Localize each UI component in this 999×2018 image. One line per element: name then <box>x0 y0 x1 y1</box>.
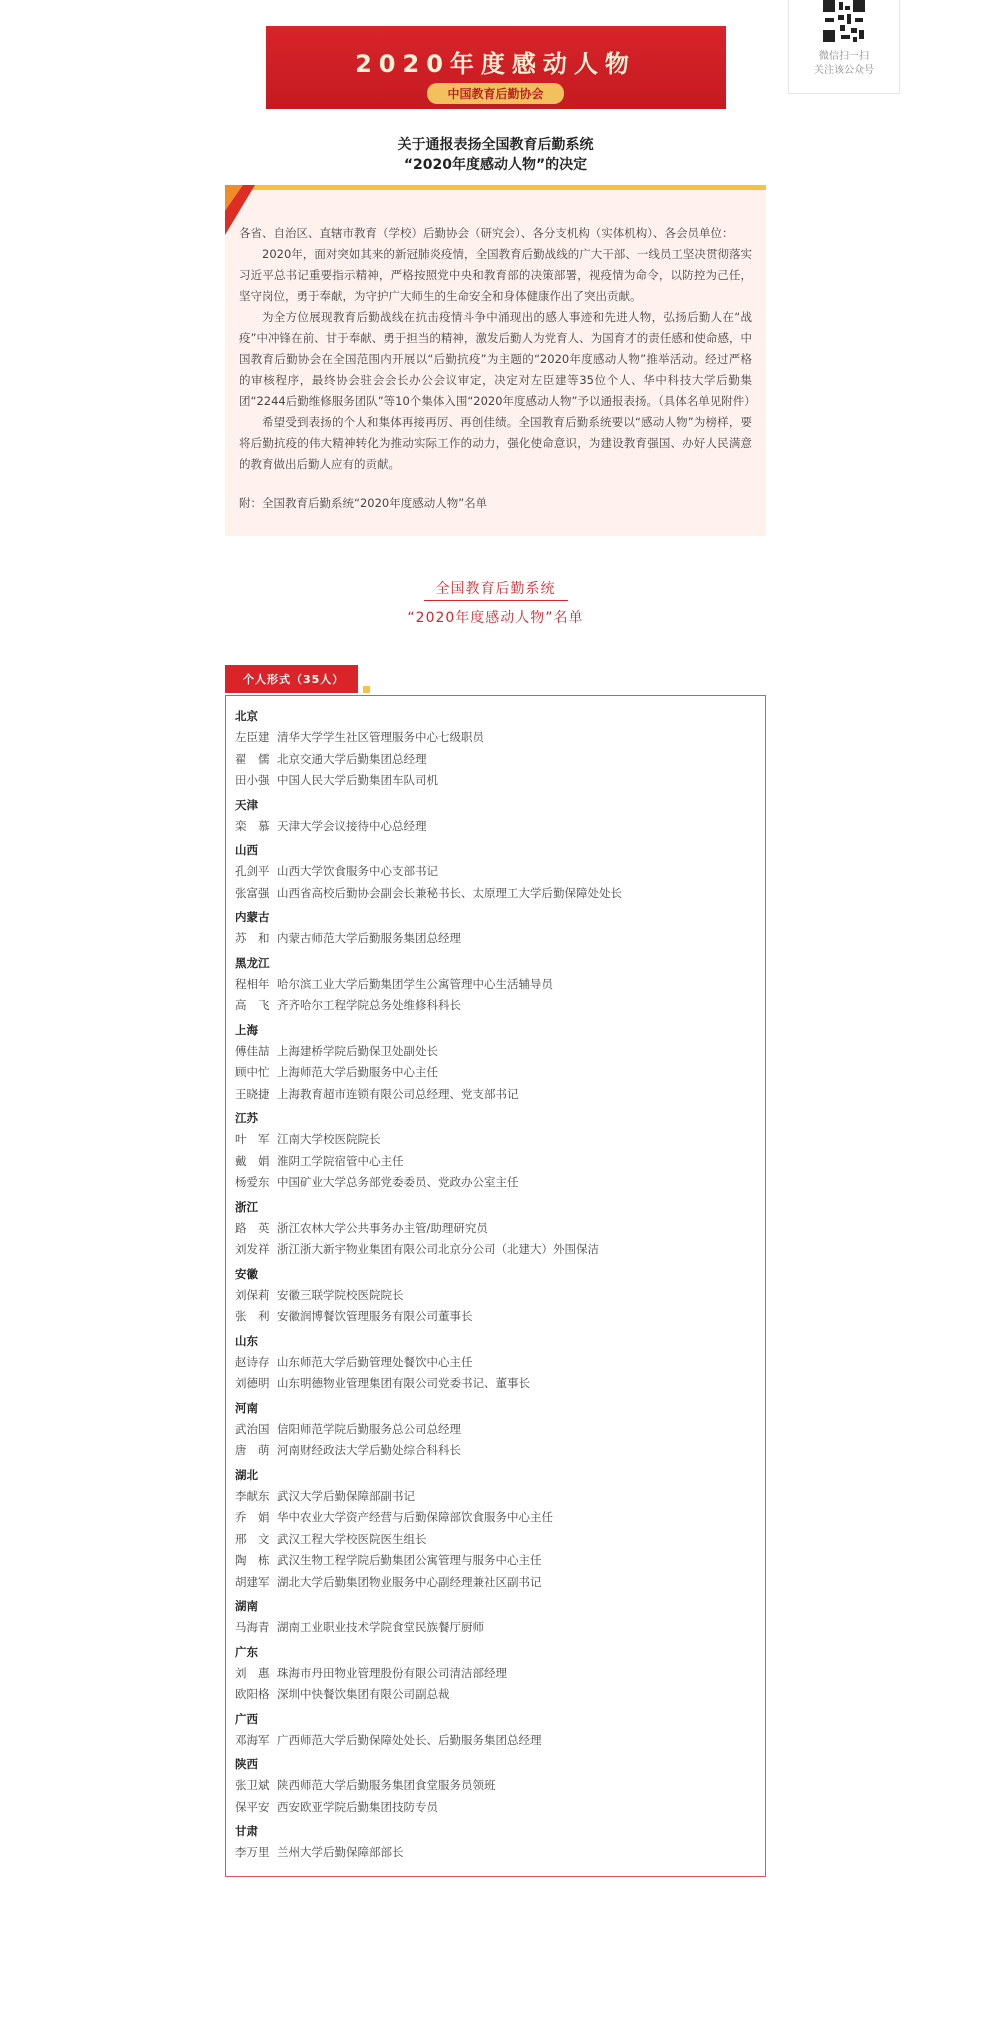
list-header <box>225 578 766 627</box>
list-item <box>235 1129 755 1151</box>
person-name: 刘德明 <box>235 1376 270 1390</box>
list-item <box>235 1151 755 1173</box>
person-title: 清华大学学生社区管理服务中心七级职员 <box>277 730 484 744</box>
list-item <box>235 770 755 792</box>
person-name: 杨爱东 <box>235 1175 270 1189</box>
person-title: 信阳师范学院后勤服务总公司总经理 <box>277 1421 461 1436</box>
person-title: 山东明德物业管理集团有限公司党委书记、董事长 <box>277 1376 530 1390</box>
list-item <box>235 1172 755 1194</box>
list-item <box>235 974 755 996</box>
person-name: 叶 军 <box>235 1132 270 1146</box>
document-title-line2: “2020年度感动人物”的决定 <box>403 157 588 173</box>
list-item <box>235 995 755 1017</box>
person-title: 江南大学校医院院长 <box>277 1132 381 1146</box>
notice-paragraph-2: 为全方位展现教育后勤战线在抗击疫情斗争中涌现出的感人事迹和先进人物，弘扬后勤人在“战疫”中冲锋在前、甘于奉献、勇于担当的精神，激发后勤人为党育人、为国育才的责任感和使命感，中国教育后勤协会在全国范围内开展以“后勤抗疫”为主题的“2020年度感动人物”推举活动。经过严格的审核程序，最终协会驻会会长办公会议审定，决定对左臣建等35位个人、华中科技大学后勤集团“2244后勤维修服务团队”等10个集体入围“2020年度感动人物”予以通报表扬。（具体名单见附件） <box>239 310 756 408</box>
person-title: 湖南工业职业技术学院食堂民族餐厅厨师 <box>277 1620 484 1634</box>
person-name: 唐 萌 <box>235 1443 270 1457</box>
person-title: 齐齐哈尔工程学院总务处维修科科长 <box>277 998 461 1012</box>
person-name: 路 英 <box>235 1220 270 1235</box>
person-name: 孔剑平 <box>235 864 270 878</box>
person-title: 天津大学会议接待中心总经理 <box>277 818 427 833</box>
person-name: 李献东 <box>235 1488 270 1503</box>
person-name: 胡建军 <box>235 1574 270 1589</box>
banner-title: 2020年度感动人物 <box>355 50 636 78</box>
notice-top-bar <box>225 185 766 190</box>
person-title: 哈尔滨工业大学后勤集团学生公寓管理中心生活辅导员 <box>277 976 553 991</box>
person-name: 左臣建 <box>235 730 270 744</box>
region-heading: 甘肃 <box>235 1824 258 1838</box>
qr-code-image <box>823 0 865 42</box>
person-name: 刘发祥 <box>235 1242 270 1256</box>
person-name: 刘 惠 <box>235 1665 270 1680</box>
person-title: 中国矿业大学总务部党委委员、党政办公室主任 <box>277 1175 519 1189</box>
region-heading: 天津 <box>235 797 258 812</box>
person-title: 上海建桥学院后勤保卫处副处长 <box>277 1043 438 1058</box>
document-title-line1: 关于通报表扬全国教育后勤系统 <box>397 137 594 153</box>
person-name: 保平安 <box>235 1799 270 1814</box>
person-name: 顾中忙 <box>235 1065 270 1079</box>
person-name: 戴 娟 <box>235 1153 270 1168</box>
document-title <box>225 135 766 175</box>
person-title: 浙江浙大新宇物业集团有限公司北京分公司（北建大）外围保洁 <box>277 1242 599 1256</box>
region-heading: 江苏 <box>235 1111 258 1125</box>
person-title: 山西省高校后勤协会副会长兼秘书长、太原理工大学后勤保障处处长 <box>277 885 622 900</box>
person-title: 内蒙古师范大学后勤服务集团总经理 <box>277 931 461 945</box>
names-list <box>225 695 766 1877</box>
section-label-dot <box>363 686 370 693</box>
person-name: 高 飞 <box>235 998 270 1012</box>
qr-caption-line1: 微信扫一扫 <box>819 51 869 62</box>
person-title: 华中农业大学资产经营与后勤保障部饮食服务中心主任 <box>277 1510 553 1524</box>
list-item <box>235 1797 755 1819</box>
person-title: 深圳中快餐饮集团有限公司副总裁 <box>277 1687 450 1701</box>
region-heading: 浙江 <box>235 1199 258 1214</box>
person-title: 淮阴工学院宿管中心主任 <box>277 1153 404 1168</box>
person-title: 北京交通大学后勤集团总经理 <box>277 751 427 766</box>
person-title: 上海教育超市连锁有限公司总经理、党支部书记 <box>277 1086 519 1101</box>
section-label-text: 个人形式（35人） <box>243 673 345 686</box>
person-title: 珠海市丹田物业管理股份有限公司清洁部经理 <box>277 1665 507 1680</box>
list-item <box>235 816 755 838</box>
region-heading: 湖南 <box>235 1599 258 1613</box>
person-title: 上海师范大学后勤服务中心主任 <box>277 1065 438 1079</box>
person-title: 武汉工程大学校医院医生组长 <box>277 1531 427 1546</box>
region-heading: 山东 <box>235 1333 258 1348</box>
person-name: 程相年 <box>235 976 270 991</box>
person-title: 陕西师范大学后勤服务集团食堂服务员领班 <box>277 1778 496 1792</box>
section-label <box>225 665 358 693</box>
list-item <box>235 749 755 771</box>
person-title: 西安欧亚学院后勤集团技防专员 <box>277 1799 438 1814</box>
person-name: 邢 文 <box>235 1531 270 1546</box>
list-item <box>235 1842 755 1864</box>
list-item <box>235 1373 755 1395</box>
person-title: 河南财经政法大学后勤处综合科科长 <box>277 1443 461 1457</box>
region-heading: 上海 <box>235 1022 258 1037</box>
notice-paragraph-1: 2020年，面对突如其来的新冠肺炎疫情，全国教育后勤战线的广大干部、一线员工坚决贯彻落实习近平总书记重要指示精神，严格按照党中央和教育部的决策部署，视疫情为命令，以防控为己任，坚守岗位，勇于奉献，为守护广大师生的生命安全和身体健康作出了突出贡献。 <box>239 247 752 303</box>
person-title: 武汉生物工程学院后勤集团公寓管理与服务中心主任 <box>277 1553 542 1567</box>
person-name: 张卫斌 <box>235 1778 270 1792</box>
person-name: 苏 和 <box>235 931 270 945</box>
person-name: 栾 慕 <box>235 818 270 833</box>
list-item <box>235 1572 755 1594</box>
list-item <box>235 1775 755 1797</box>
list-item <box>235 1419 755 1441</box>
list-item <box>235 1084 755 1106</box>
person-title: 安徽润博餐饮管理服务有限公司董事长 <box>277 1309 473 1323</box>
region-heading: 广西 <box>235 1711 258 1726</box>
region-heading: 河南 <box>235 1400 258 1415</box>
person-title: 兰州大学后勤保障部部长 <box>277 1845 404 1859</box>
region-heading: 安徽 <box>235 1266 258 1281</box>
list-item <box>235 1239 755 1261</box>
list-item <box>235 727 755 749</box>
banner-subtitle: 中国教育后勤协会 <box>427 83 563 104</box>
list-item <box>235 1617 755 1639</box>
person-title: 湖北大学后勤集团物业服务中心副经理兼社区副书记 <box>277 1574 542 1589</box>
person-name: 田小强 <box>235 773 270 787</box>
person-title: 山西大学饮食服务中心支部书记 <box>277 864 438 878</box>
notice-card <box>225 185 766 536</box>
list-item <box>235 1730 755 1752</box>
region-heading: 广东 <box>235 1644 258 1659</box>
person-name: 翟 儒 <box>235 751 270 766</box>
article <box>225 0 766 1877</box>
list-item <box>235 1507 755 1529</box>
notice-salutation: 各省、自治区、直辖市教育（学校）后勤协会（研究会）、各分支机构（实体机构）、各会员单位： <box>239 226 734 240</box>
person-name: 陶 栋 <box>235 1553 270 1567</box>
list-item <box>235 1062 755 1084</box>
region-heading: 湖北 <box>235 1467 258 1482</box>
person-name: 马海青 <box>235 1620 270 1634</box>
person-name: 赵诗存 <box>235 1354 270 1369</box>
list-header-line2: “2020年度感动人物”名单 <box>407 610 584 626</box>
notice-paragraph-3: 希望受到表扬的个人和集体再接再厉、再创佳绩。全国教育后勤系统要以“感动人物”为榜样，要将后勤抗疫的伟大精神转化为推动实际工作的动力，强化使命意识，为建设教育强国、办好人民满意的教育做出后勤人应有的贡献。 <box>239 415 752 471</box>
region-heading: 黑龙江 <box>235 955 270 970</box>
person-name: 武治国 <box>235 1421 270 1436</box>
person-title: 中国人民大学后勤集团车队司机 <box>277 773 438 787</box>
list-item <box>235 1529 755 1551</box>
region-heading: 山西 <box>235 843 258 857</box>
person-name: 乔 娟 <box>235 1510 270 1524</box>
list-item <box>235 1306 755 1328</box>
list-item <box>235 1663 755 1685</box>
person-name: 王晓捷 <box>235 1086 270 1101</box>
region-heading: 北京 <box>235 709 258 723</box>
person-name: 刘保莉 <box>235 1287 270 1302</box>
list-item <box>235 1486 755 1508</box>
list-item <box>235 928 755 950</box>
person-name: 傅佳喆 <box>235 1043 270 1058</box>
person-title: 广西师范大学后勤保障处处长、后勤服务集团总经理 <box>277 1732 542 1747</box>
person-title: 山东师范大学后勤管理处餐饮中心主任 <box>277 1354 473 1369</box>
list-item <box>235 1440 755 1462</box>
list-item <box>235 883 755 905</box>
list-item <box>235 1352 755 1374</box>
list-item <box>235 1684 755 1706</box>
list-item <box>235 861 755 883</box>
person-title: 安徽三联学院校医院院长 <box>277 1287 404 1302</box>
list-item <box>235 1550 755 1572</box>
region-heading: 陕西 <box>235 1757 258 1771</box>
person-name: 欧阳格 <box>235 1687 270 1701</box>
person-name: 李万里 <box>235 1845 270 1859</box>
qr-caption-line2: 关注该公众号 <box>814 65 874 76</box>
person-title: 浙江农林大学公共事务办主管/助理研究员 <box>277 1220 488 1235</box>
header-banner <box>266 26 726 109</box>
person-name: 张富强 <box>235 885 270 900</box>
list-header-line1: 全国教育后勤系统 <box>424 578 568 601</box>
list-item <box>235 1218 755 1240</box>
list-item <box>235 1285 755 1307</box>
person-title: 武汉大学后勤保障部副书记 <box>277 1488 415 1503</box>
qr-code-widget[interactable] <box>788 0 900 94</box>
notice-attachment: 附：全国教育后勤系统“2020年度感动人物”名单 <box>239 496 488 510</box>
person-name: 邓海军 <box>235 1732 270 1747</box>
list-item <box>235 1041 755 1063</box>
person-name: 张 利 <box>235 1309 270 1323</box>
region-heading: 内蒙古 <box>235 910 270 924</box>
